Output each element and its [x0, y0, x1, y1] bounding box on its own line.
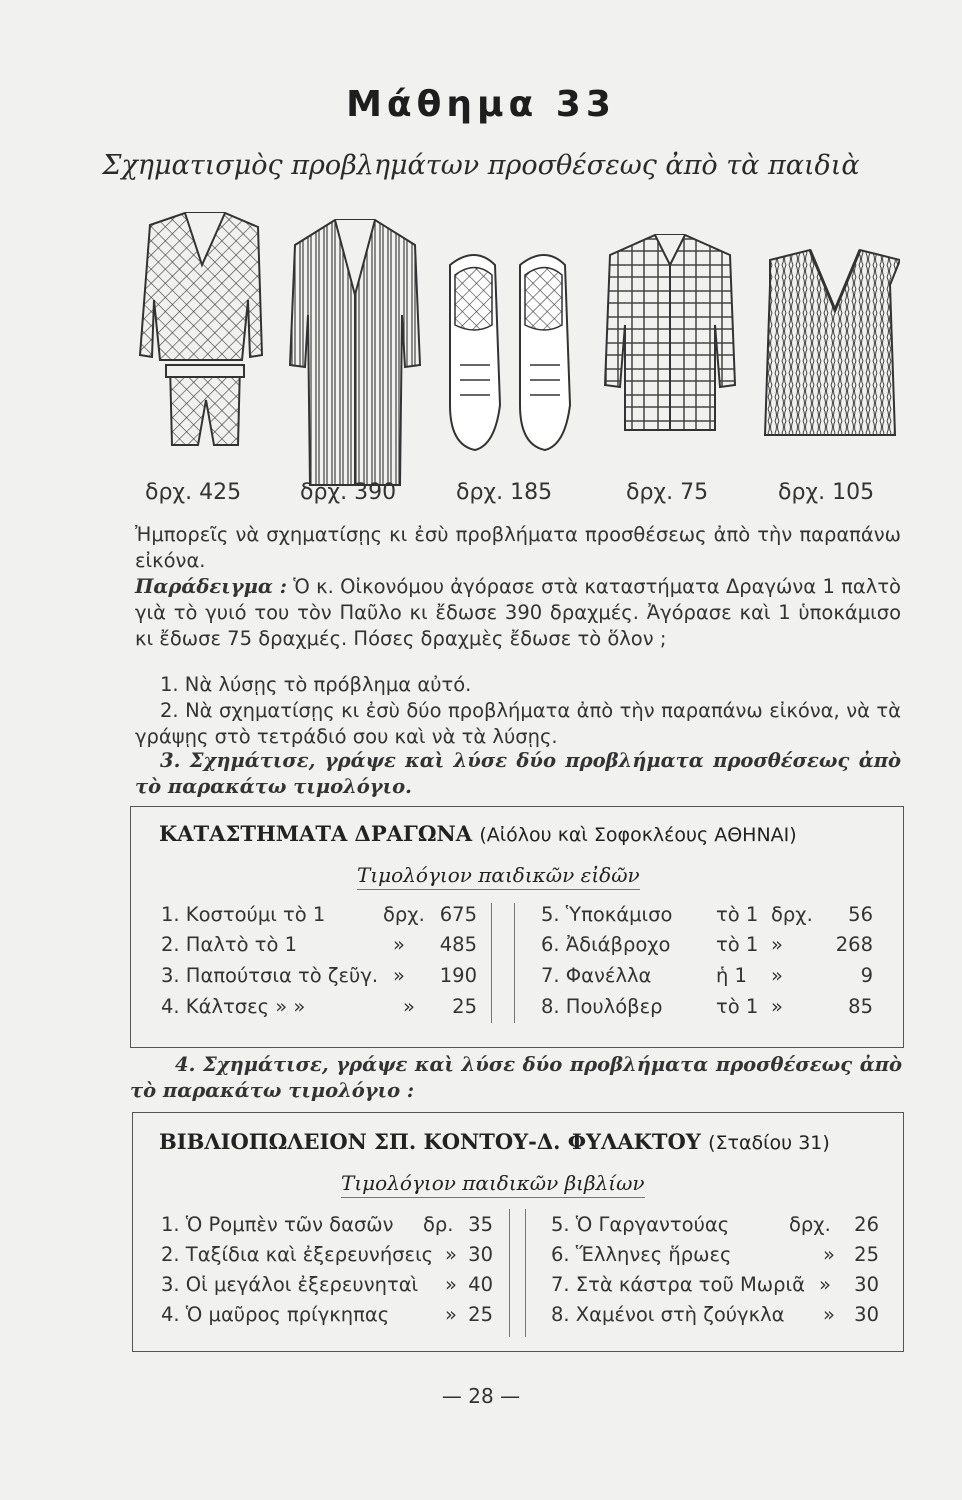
task-2: 2. Νὰ σχηματίσῃς κι ἐσὺ δύο προβλήματα ἀπὸ τὴν παραπάνω εἰκόνα, νὰ τὰ γράψῃς στὸ τετράδιό σου καὶ νὰ τὰ λύσῃς.: [135, 699, 901, 748]
store1-item-qty: τὸ 1: [716, 903, 759, 926]
intro-text: Ἠμπορεῖς νὰ σχηματίσῃς κι ἐσὺ προβλήματα προσθέσεως ἀπὸ τὴν παραπάνω εἰκόνα.: [135, 523, 901, 572]
price-suit: δρχ. 425: [145, 480, 242, 505]
store2-item-price: 25: [468, 1303, 493, 1326]
store2-item-unit: »: [445, 1273, 457, 1296]
store1-item-unit: δρχ.: [771, 903, 813, 926]
task-4: 4. Σχημάτισε, γράψε καὶ λύσε δύο προβλήματα προσθέσεως ἀπὸ τὸ παρακάτω τιμολόγιο :: [130, 1053, 902, 1102]
example-text: Ὁ κ. Οἰκονόμου ἀγόρασε στὰ καταστήματα Δραγώνα 1 παλτὸ γιὰ τὸ γυιό του τὸν Παῦλο κι ἔδωσε 390 δραχμές. Ἀγόρασε καὶ 1 ὑποκάμισο κι ἔδωσε 75 δραχμές. Πόσες δραχμὲς ἔδωσε τὸ ὅλον ;: [135, 575, 901, 650]
store1-item-qty: τὸ 1: [716, 933, 759, 956]
store2-item-name: 7. Στὰ κάστρα τοῦ Μωριᾶ: [551, 1273, 805, 1296]
store1-item-unit: »: [403, 995, 415, 1018]
store2-item-name: 3. Οἱ μεγάλοι ἐξερευνηταὶ: [161, 1273, 419, 1296]
sweater-icon: [765, 250, 900, 435]
store2-item-price: 30: [854, 1303, 879, 1326]
store2-subtitle: Τιμολόγιον παιδικῶν βιβλίων: [341, 1171, 645, 1198]
store1-item-qty: ἡ 1: [716, 964, 747, 987]
example-paragraph: [135, 574, 901, 652]
suit-icon: [140, 213, 262, 445]
store2-item-name: 2. Ταξίδια καὶ ἐξερευνήσεις: [161, 1243, 434, 1266]
shoes-icon: [450, 255, 570, 450]
store2-col-divider-b: [525, 1209, 526, 1337]
store1-item-qty: τὸ 1: [716, 995, 759, 1018]
store2-item-price: 30: [468, 1243, 493, 1266]
store2-item-price: 26: [854, 1213, 879, 1236]
store1-item-name: 8. Πουλόβερ: [541, 995, 663, 1018]
store1-item-price: 485: [439, 933, 477, 956]
price-shoes: δρχ. 185: [456, 480, 553, 505]
shirt-icon: [605, 235, 735, 430]
store1-item-name: 2. Παλτὸ τὸ 1: [161, 933, 298, 956]
store1-price-list: [130, 806, 904, 1048]
store2-item-unit: »: [445, 1303, 457, 1326]
example-label: Παράδειγμα :: [135, 575, 287, 598]
store1-item-name: 3. Παπούτσια τὸ ζεῦγ.: [161, 964, 379, 987]
store1-col-divider-b: [514, 903, 515, 1023]
store1-item-price: 56: [848, 903, 873, 926]
store1-item-price: 675: [439, 903, 477, 926]
price-coat: δρχ. 390: [300, 480, 397, 505]
store1-col-divider-a: [491, 903, 492, 1023]
store1-item-name: 1. Κοστούμι τὸ 1: [161, 903, 326, 926]
store1-header: [159, 821, 797, 846]
store1-address: (Αἰόλου καὶ Σοφοκλέους ΑΘΗΝΑΙ): [479, 824, 797, 846]
store2-col-divider-a: [509, 1209, 510, 1337]
store1-item-unit: »: [771, 933, 783, 956]
store2-item-unit: δρ.: [423, 1213, 454, 1236]
store2-item-name: 4. Ὁ μαῦρος πρίγκηπας: [161, 1303, 390, 1326]
store2-item-unit: »: [823, 1243, 835, 1266]
store1-item-unit: δρχ.: [383, 903, 425, 926]
lesson-subtitle: Σχηματισμὸς προβλημάτων προσθέσεως ἀπὸ τὰ παιδιὰ: [102, 150, 860, 181]
page-number: — 28 —: [441, 1384, 521, 1408]
price-shirt: δρχ. 75: [626, 480, 709, 505]
store2-item-name: 6. Ἕλληνες ἥρωες: [551, 1243, 732, 1266]
store1-item-unit: »: [771, 964, 783, 987]
store2-item-unit: »: [445, 1243, 457, 1266]
store1-item-name: 4. Κάλτσες » »: [161, 995, 306, 1018]
task-3: 3. Σχημάτισε, γράψε καὶ λύσε δύο προβλήματα προσθέσεως ἀπὸ τὸ παρακάτω τιμολόγιο.: [135, 749, 901, 798]
clothing-illustrations: [130, 205, 900, 505]
store2-header: [159, 1129, 830, 1154]
lesson-title: Μάθημα 33: [346, 84, 616, 125]
store2-item-price: 40: [468, 1273, 493, 1296]
store2-item-unit: »: [823, 1303, 835, 1326]
store1-item-unit: »: [393, 933, 405, 956]
task-1: 1. Νὰ λύσῃς τὸ πρόβλημα αὐτό.: [160, 673, 472, 696]
coat-icon: [290, 220, 420, 485]
store2-item-price: 30: [854, 1273, 879, 1296]
store2-item-price: 35: [468, 1213, 493, 1236]
store1-item-unit: »: [771, 995, 783, 1018]
store1-item-price: 9: [860, 964, 873, 987]
store1-item-name: 6. Ἀδιάβροχο: [541, 933, 671, 956]
store2-price-list: [132, 1112, 904, 1352]
store1-item-price: 190: [439, 964, 477, 987]
store1-item-name: 5. Ὑποκάμισο: [541, 903, 673, 926]
store2-item-unit: »: [819, 1273, 831, 1296]
store1-name: ΚΑΤΑΣΤΗΜΑΤΑ ΔΡΑΓΩΝΑ: [159, 821, 473, 846]
store1-item-price: 25: [452, 995, 477, 1018]
store2-item-unit: δρχ.: [789, 1213, 831, 1236]
store2-item-price: 25: [854, 1243, 879, 1266]
store2-item-name: 8. Χαμένοι στὴ ζούγκλα: [551, 1303, 785, 1326]
price-sweater: δρχ. 105: [778, 480, 875, 505]
store1-item-price: 85: [848, 995, 873, 1018]
store2-address: (Σταδίου 31): [708, 1132, 830, 1154]
store1-subtitle: Τιμολόγιον παιδικῶν εἰδῶν: [357, 863, 640, 890]
store1-item-unit: »: [393, 964, 405, 987]
store1-item-price: 268: [835, 933, 873, 956]
store2-item-name: 5. Ὁ Γαργαντούας: [551, 1213, 730, 1236]
store1-item-name: 7. Φανέλλα: [541, 964, 652, 987]
store2-item-name: 1. Ὁ Ρομπὲν τῶν δασῶν: [161, 1213, 394, 1236]
store2-name: ΒΙΒΛΙΟΠΩΛΕΙΟΝ ΣΠ. ΚΟΝΤΟΥ-Δ. ΦΥΛΑΚΤΟΥ: [159, 1129, 701, 1154]
